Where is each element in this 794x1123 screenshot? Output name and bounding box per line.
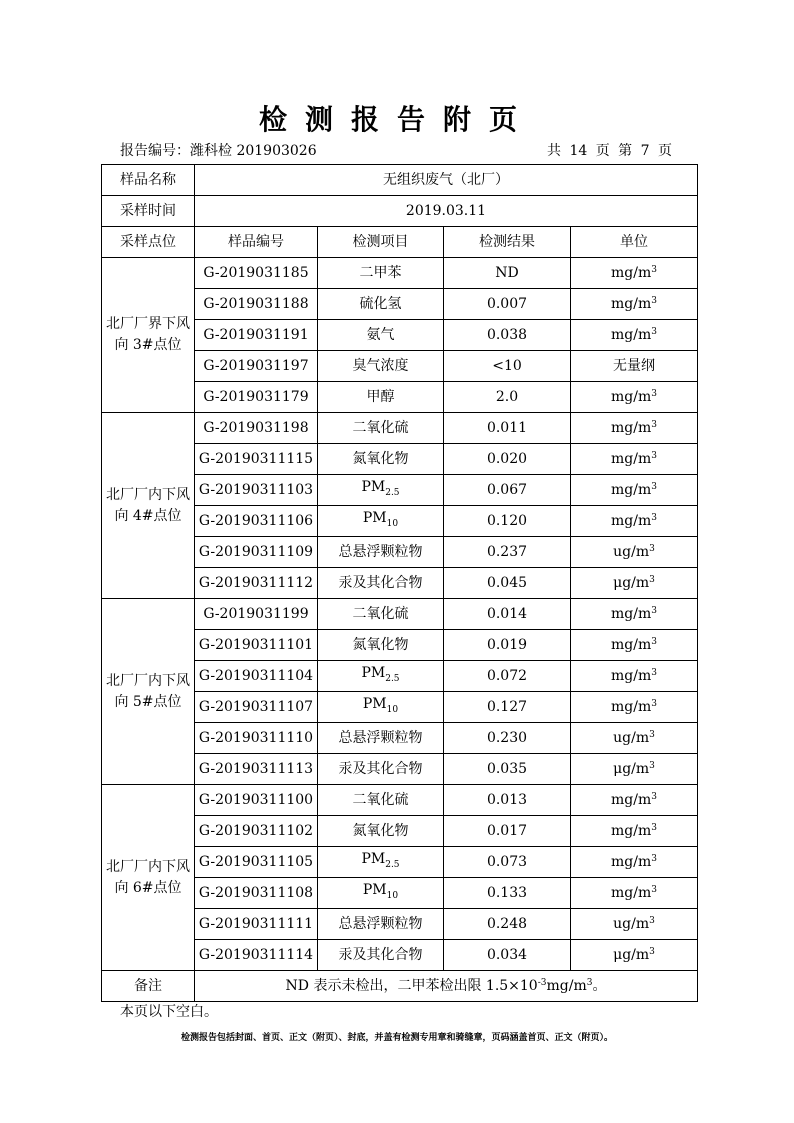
test-result: <10 bbox=[444, 351, 571, 382]
test-result: 0.017 bbox=[444, 816, 571, 847]
unit: $mg/m^3$ bbox=[571, 506, 698, 537]
sample-id: G-20190311101 bbox=[195, 630, 318, 661]
sampling-location: 北厂厂内下风向 4#点位 bbox=[102, 413, 195, 599]
unit: $mg/m^3$ bbox=[571, 847, 698, 878]
sample-id: G-20190311110 bbox=[195, 723, 318, 754]
test-item: 氮氧化物 bbox=[318, 630, 444, 661]
test-item: 总悬浮颗粒物 bbox=[318, 537, 444, 568]
test-item: 氮氧化物 bbox=[318, 444, 444, 475]
test-result: 0.034 bbox=[444, 940, 571, 971]
column-header-row bbox=[102, 227, 698, 258]
unit: $mg/m^3$ bbox=[571, 599, 698, 630]
test-result: 0.073 bbox=[444, 847, 571, 878]
test-item: $PM_{10}$ bbox=[318, 506, 444, 537]
test-result: 0.248 bbox=[444, 909, 571, 940]
sample-id: G-2019031197 bbox=[195, 351, 318, 382]
test-item: 汞及其化合物 bbox=[318, 940, 444, 971]
test-item: 氮氧化物 bbox=[318, 816, 444, 847]
unit: 无量纲 bbox=[571, 351, 698, 382]
sampling-location: 北厂厂界下风向 3#点位 bbox=[102, 258, 195, 413]
sample-id: G-20190311113 bbox=[195, 754, 318, 785]
test-item: 氨气 bbox=[318, 320, 444, 351]
test-item: 总悬浮颗粒物 bbox=[318, 909, 444, 940]
report-table bbox=[101, 164, 698, 1002]
sample-id: G-2019031185 bbox=[195, 258, 318, 289]
test-item: $PM_{10}$ bbox=[318, 692, 444, 723]
sample-id: G-20190311115 bbox=[195, 444, 318, 475]
sample-id: G-20190311103 bbox=[195, 475, 318, 506]
test-result: 0.120 bbox=[444, 506, 571, 537]
sample-id: G-20190311111 bbox=[195, 909, 318, 940]
remarks-row bbox=[102, 971, 698, 1002]
sampling-time-label: 采样时间 bbox=[102, 196, 195, 227]
test-item: 臭气浓度 bbox=[318, 351, 444, 382]
sample-id: G-20190311107 bbox=[195, 692, 318, 723]
unit: $mg/m^3$ bbox=[571, 413, 698, 444]
unit: $\mu g/m^3$ bbox=[571, 754, 698, 785]
column-header-result: 检测结果 bbox=[444, 227, 571, 258]
test-item: $PM_{2.5}$ bbox=[318, 661, 444, 692]
report-number-value: 潍科检 201903026 bbox=[190, 143, 317, 159]
column-header-unit: 单位 bbox=[571, 227, 698, 258]
unit: $mg/m^3$ bbox=[571, 289, 698, 320]
unit: $mg/m^3$ bbox=[571, 475, 698, 506]
test-item: 汞及其化合物 bbox=[318, 754, 444, 785]
page-title: 检测报告附页 bbox=[258, 103, 535, 136]
test-result: 0.007 bbox=[444, 289, 571, 320]
unit: $mg/m^3$ bbox=[571, 320, 698, 351]
test-result: 0.035 bbox=[444, 754, 571, 785]
sample-id: G-20190311114 bbox=[195, 940, 318, 971]
sample-id: G-20190311104 bbox=[195, 661, 318, 692]
sample-id: G-2019031188 bbox=[195, 289, 318, 320]
sampling-time-row bbox=[102, 196, 698, 227]
test-result: 0.067 bbox=[444, 475, 571, 506]
test-item: $PM_{10}$ bbox=[318, 878, 444, 909]
unit: $mg/m^3$ bbox=[571, 878, 698, 909]
report-number bbox=[120, 140, 317, 160]
sampling-time-value: 2019.03.11 bbox=[195, 196, 698, 227]
test-result: 0.127 bbox=[444, 692, 571, 723]
unit: $mg/m^3$ bbox=[571, 630, 698, 661]
test-result: 0.133 bbox=[444, 878, 571, 909]
test-result: 0.013 bbox=[444, 785, 571, 816]
remarks-value: ND 表示未检出，二甲苯检出限 $1.5\times 10^{-3}mg/m^3$。 bbox=[195, 971, 698, 1002]
sampling-location: 北厂厂内下风向 6#点位 bbox=[102, 785, 195, 971]
unit: $mg/m^3$ bbox=[571, 816, 698, 847]
unit: $\mu g/m^3$ bbox=[571, 940, 698, 971]
test-result: 0.237 bbox=[444, 537, 571, 568]
table-row bbox=[102, 785, 698, 816]
test-result: 0.011 bbox=[444, 413, 571, 444]
test-item: 硫化氢 bbox=[318, 289, 444, 320]
test-result: ND bbox=[444, 258, 571, 289]
remarks-label: 备注 bbox=[102, 971, 195, 1002]
unit: $ug/m^3$ bbox=[571, 909, 698, 940]
unit: $mg/m^3$ bbox=[571, 661, 698, 692]
footnote: 检测报告包括封面、首页、正文（附页）、封底，并盖有检测专用章和骑缝章，页码涵盖首页、正文（附页）。 bbox=[180, 1033, 613, 1043]
sample-name-value: 无组织废气（北厂） bbox=[195, 165, 698, 196]
sample-id: G-2019031191 bbox=[195, 320, 318, 351]
table-row bbox=[102, 258, 698, 289]
sample-id: G-20190311105 bbox=[195, 847, 318, 878]
sample-id: G-20190311102 bbox=[195, 816, 318, 847]
test-result: 0.014 bbox=[444, 599, 571, 630]
unit: $mg/m^3$ bbox=[571, 444, 698, 475]
test-result: 2.0 bbox=[444, 382, 571, 413]
unit: $mg/m^3$ bbox=[571, 258, 698, 289]
test-item: 二氧化硫 bbox=[318, 785, 444, 816]
sample-name-row bbox=[102, 165, 698, 196]
column-header-sample-id: 样品编号 bbox=[195, 227, 318, 258]
sampling-location: 北厂厂内下风向 5#点位 bbox=[102, 599, 195, 785]
column-header-location: 采样点位 bbox=[102, 227, 195, 258]
sample-id: G-2019031199 bbox=[195, 599, 318, 630]
test-item: $PM_{2.5}$ bbox=[318, 847, 444, 878]
page-count: 共 14 页 第 7 页 bbox=[547, 143, 672, 159]
unit: $mg/m^3$ bbox=[571, 692, 698, 723]
test-result: 0.038 bbox=[444, 320, 571, 351]
sample-id: G-20190311106 bbox=[195, 506, 318, 537]
blank-note: 本页以下空白。 bbox=[120, 1004, 218, 1020]
test-item: 二氧化硫 bbox=[318, 413, 444, 444]
unit: $ug/m^3$ bbox=[571, 537, 698, 568]
test-item: 甲醇 bbox=[318, 382, 444, 413]
sample-name-label: 样品名称 bbox=[102, 165, 195, 196]
test-item: 二氧化硫 bbox=[318, 599, 444, 630]
test-item: 汞及其化合物 bbox=[318, 568, 444, 599]
unit: $mg/m^3$ bbox=[571, 382, 698, 413]
sample-id: G-2019031198 bbox=[195, 413, 318, 444]
test-result: 0.230 bbox=[444, 723, 571, 754]
sample-id: G-20190311112 bbox=[195, 568, 318, 599]
report-number-label: 报告编号： bbox=[120, 143, 190, 159]
sample-id: G-2019031179 bbox=[195, 382, 318, 413]
unit: $mg/m^3$ bbox=[571, 785, 698, 816]
unit: $ug/m^3$ bbox=[571, 723, 698, 754]
table-row bbox=[102, 599, 698, 630]
test-result: 0.020 bbox=[444, 444, 571, 475]
sample-id: G-20190311108 bbox=[195, 878, 318, 909]
test-result: 0.019 bbox=[444, 630, 571, 661]
sample-id: G-20190311109 bbox=[195, 537, 318, 568]
test-item: $PM_{2.5}$ bbox=[318, 475, 444, 506]
column-header-item: 检测项目 bbox=[318, 227, 444, 258]
test-result: 0.045 bbox=[444, 568, 571, 599]
unit: $\mu g/m^3$ bbox=[571, 568, 698, 599]
test-result: 0.072 bbox=[444, 661, 571, 692]
test-item: 二甲苯 bbox=[318, 258, 444, 289]
test-item: 总悬浮颗粒物 bbox=[318, 723, 444, 754]
table-row bbox=[102, 413, 698, 444]
sample-id: G-20190311100 bbox=[195, 785, 318, 816]
